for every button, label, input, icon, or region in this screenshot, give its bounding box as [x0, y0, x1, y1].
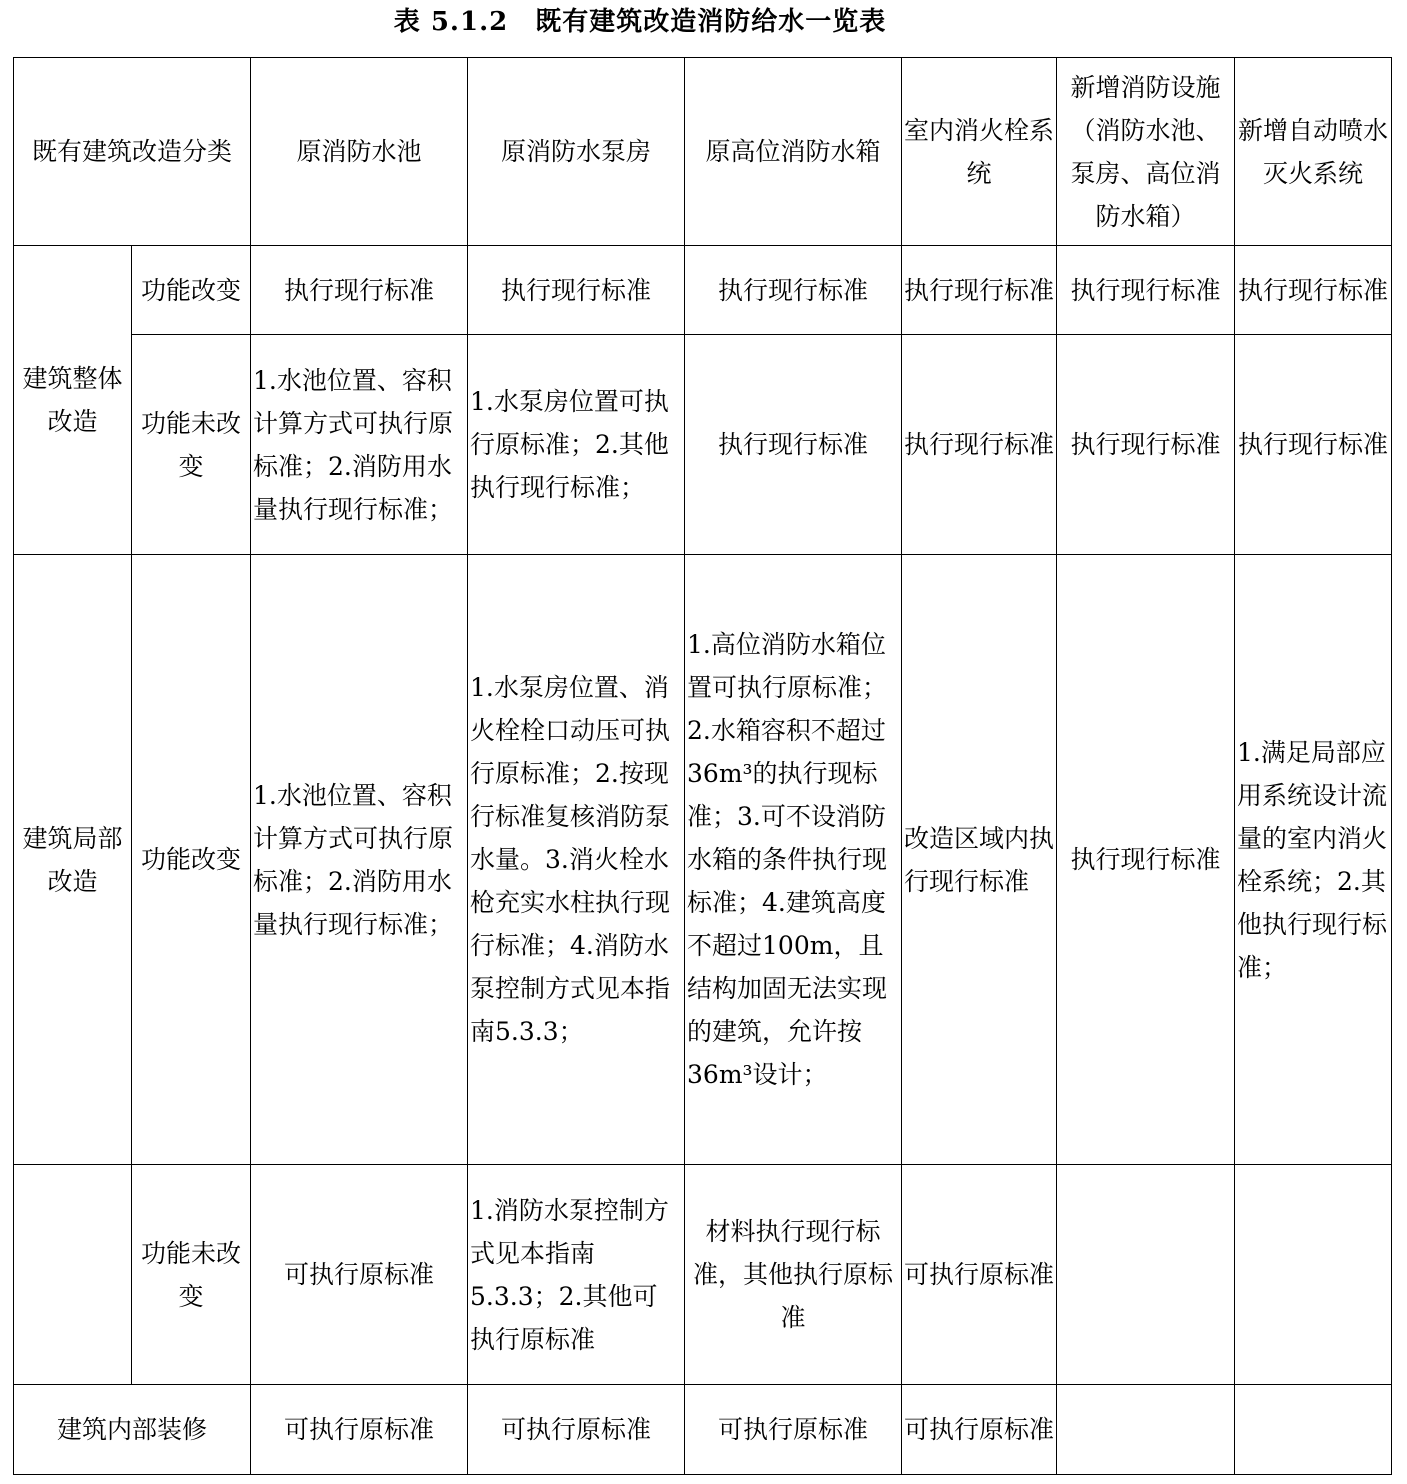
sub-function-changed: 功能改变 [132, 555, 251, 1165]
header-original-pool: 原消防水池 [251, 58, 468, 246]
table-cell: 1.消防水泵控制方式见本指南5.3.3；2.其他可执行原标准 [468, 1165, 685, 1385]
table-row [14, 555, 1392, 1165]
table-cell: 1.水池位置、容积计算方式可执行原标准；2.消防用水量执行现行标准； [251, 335, 468, 555]
group-partial-renovation: 建筑局部改造 [14, 555, 132, 1165]
header-category: 既有建筑改造分类 [14, 58, 251, 246]
sub-function-changed: 功能改变 [132, 246, 251, 335]
table-cell: 1.满足局部应用系统设计流量的室内消火栓系统；2.其他执行现行标准； [1235, 555, 1392, 1165]
group-interior-decoration: 建筑内部装修 [14, 1385, 251, 1475]
table-cell: 1.水泵房位置可执行原标准；2.其他执行现行标准； [468, 335, 685, 555]
table-cell: 执行现行标准 [251, 246, 468, 335]
sub-function-unchanged: 功能未改变 [132, 335, 251, 555]
header-new-sprinkler: 新增自动喷水灭火系统 [1235, 58, 1392, 246]
table-cell: 1.水泵房位置、消火栓栓口动压可执行原标准；2.按现行标准复核消防泵水量。3.消火栓水枪充实水柱执行现行标准；4.消防水泵控制方式见本指南5.3.3； [468, 555, 685, 1165]
table-cell: 执行现行标准 [1235, 335, 1392, 555]
table-cell: 执行现行标准 [902, 335, 1057, 555]
header-original-pump-room: 原消防水泵房 [468, 58, 685, 246]
table-row [14, 246, 1392, 335]
table-cell: 执行现行标准 [1057, 335, 1235, 555]
table-cell: 1.水池位置、容积计算方式可执行原标准；2.消防用水量执行现行标准； [251, 555, 468, 1165]
table-cell: 可执行原标准 [902, 1165, 1057, 1385]
table-cell: 执行现行标准 [685, 335, 902, 555]
table-title: 表 5.1.2 既有建筑改造消防给水一览表 [393, 7, 887, 37]
table-cell [1235, 1165, 1392, 1385]
header-indoor-hydrant: 室内消火栓系统 [902, 58, 1057, 246]
table-cell: 可执行原标准 [251, 1385, 468, 1475]
table-cell: 可执行原标准 [251, 1165, 468, 1385]
table-cell: 材料执行现行标准，其他执行原标准 [685, 1165, 902, 1385]
table-cell: 可执行原标准 [902, 1385, 1057, 1475]
table-cell: 改造区域内执行现行标准 [902, 555, 1057, 1165]
table-cell [1057, 1165, 1235, 1385]
header-row [14, 58, 1392, 246]
table-cell: 可执行原标准 [468, 1385, 685, 1475]
fire-water-supply-table [13, 57, 1392, 1475]
table-row [14, 335, 1392, 555]
table-cell: 可执行原标准 [685, 1385, 902, 1475]
table-cell: 执行现行标准 [1057, 246, 1235, 335]
header-original-water-tank: 原高位消防水箱 [685, 58, 902, 246]
group-whole-renovation: 建筑整体改造 [14, 246, 132, 555]
header-new-facilities: 新增消防设施（消防水池、泵房、高位消防水箱） [1057, 58, 1235, 246]
table-row [14, 1385, 1392, 1475]
table-cell: 执行现行标准 [468, 246, 685, 335]
table-cell: 执行现行标准 [902, 246, 1057, 335]
table-cell: 1.高位消防水箱位置可执行原标准；2.水箱容积不超过36m³的执行现标准；3.可不设消防水箱的条件执行现标准；4.建筑高度不超过100m，且结构加固无法实现的建筑，允许按36m³设计； [685, 555, 902, 1165]
table-cell-empty [14, 1165, 132, 1385]
table-cell: 执行现行标准 [1057, 555, 1235, 1165]
table-cell: 执行现行标准 [685, 246, 902, 335]
table-cell [1235, 1385, 1392, 1475]
table-cell [1057, 1385, 1235, 1475]
table-row [14, 1165, 1392, 1385]
table-cell: 执行现行标准 [1235, 246, 1392, 335]
sub-function-unchanged: 功能未改变 [132, 1165, 251, 1385]
